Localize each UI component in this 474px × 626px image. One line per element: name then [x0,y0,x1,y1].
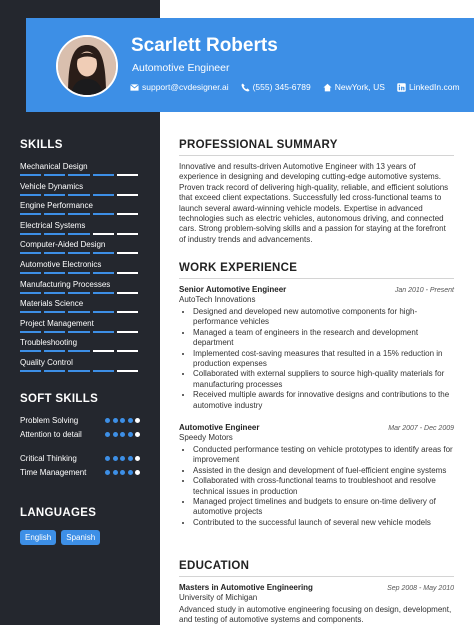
skill-level-segment [93,350,114,352]
job-date: Jan 2010 - Present [394,287,454,294]
contact-row [130,82,460,92]
experience-heading: WORK EXPERIENCE [179,262,298,274]
rating-dot [135,432,140,437]
summary-text: Innovative and results-driven Automotive Engineer with 13 years of experience in designing and developing cutting-edge automotive systems. Proven track record of delivering high-quality, reliable, and efficient solutions that exceed client expectations. Successfully led cross-functional teams to launch several award-winning vehicle models. Expertise in advanced technologies such as electric vehicles, autonomous driving, and connected cars. Strong problem-solving skills and a passion for staying at the forefront of industry trends and advancements. [179,162,449,244]
skill-item [20,182,138,196]
skill-level-segment [20,174,41,176]
skill-level-bar [20,311,138,313]
education-entry [179,583,454,626]
skill-item [20,338,138,352]
rating-dot [113,470,118,475]
skill-item [20,319,138,333]
skill-label: Engine Performance [20,201,93,211]
skill-level-bar [20,292,138,294]
skill-level-segment [44,331,65,333]
skill-level-segment [93,331,114,333]
soft-skill-label: Time Management [20,468,87,477]
skill-level-segment [44,370,65,372]
skill-level-segment [117,213,138,215]
soft-skill-label: Problem Solving [20,416,79,425]
skill-level-segment [117,292,138,294]
rating-dot [128,470,133,475]
skill-level-segment [68,233,89,235]
rating-dot [113,456,118,461]
skill-label: Materials Science [20,299,84,309]
soft-skill-rating [105,456,140,461]
avatar [56,35,118,97]
job-bullet: • Implemented cost-saving measures that resulted in a 15% reduction in production expenses [193,349,454,370]
rating-dot [120,418,125,423]
rating-dot [128,418,133,423]
skill-level-segment [117,174,138,176]
language-badge: English [20,530,56,545]
job-entry [179,285,454,411]
rating-dot [120,470,125,475]
rating-dot [105,470,110,475]
education-heading: EDUCATION [179,560,250,572]
skill-label: Project Management [20,318,94,328]
skill-level-segment [93,370,114,372]
skill-level-segment [93,213,114,215]
soft-skill-item [20,430,140,441]
experience-divider [179,278,454,279]
skill-level-bar [20,194,138,196]
avatar-photo-icon [58,37,116,95]
rating-dot [135,418,140,423]
skill-item [20,280,138,294]
rating-dot [120,432,125,437]
skill-level-segment [93,292,114,294]
skill-level-segment [117,331,138,333]
skill-level-segment [68,311,89,313]
skill-label: Manufacturing Processes [20,279,111,289]
skill-level-segment [20,292,41,294]
summary-heading: PROFESSIONAL SUMMARY [179,139,338,151]
skill-level-segment [93,311,114,313]
job-bullet: • Designed and developed new automotive components for high-performance vehicles [193,307,454,328]
skill-level-segment [44,233,65,235]
skill-level-segment [44,311,65,313]
soft-skill-rating [105,418,140,423]
summary-divider [179,155,454,156]
job-company: Speedy Motors [179,433,233,442]
skill-level-segment [68,213,89,215]
job-bullets [179,445,454,528]
soft-skill-item [20,416,140,427]
skill-level-segment [20,331,41,333]
skill-level-segment [44,350,65,352]
contact-phone[interactable] [241,82,311,92]
job-bullet: • Received multiple awards for innovative designs and contributions to the automotive industry [193,390,454,411]
rating-dot [135,456,140,461]
skill-level-segment [117,350,138,352]
skill-level-bar [20,350,138,352]
skill-item [20,221,138,235]
candidate-title: Automotive Engineer [132,62,230,74]
skill-item [20,299,138,313]
job-entry [179,423,454,528]
skill-level-bar [20,233,138,235]
skill-level-bar [20,252,138,254]
job-bullet: • Managed a team of engineers in the research and development department [193,328,454,349]
skill-level-segment [20,272,41,274]
education-school: University of Michigan [179,593,258,602]
soft-skill-label: Critical Thinking [20,454,77,463]
skill-level-segment [68,272,89,274]
contact-location [323,82,385,92]
education-divider [179,576,454,577]
skill-level-segment [44,252,65,254]
home-icon [323,83,332,92]
skill-level-segment [68,252,89,254]
rating-dot [105,418,110,423]
job-bullet: • Collaborated with cross-functional teams to troubleshoot and resolve technical issues in production [193,476,454,497]
job-bullet: • Managed project timelines and budgets to ensure on-time delivery of automotive projects [193,497,454,518]
skill-level-segment [68,174,89,176]
skill-level-segment [20,213,41,215]
skill-level-segment [20,311,41,313]
skill-level-segment [20,370,41,372]
skill-item [20,260,138,274]
skill-level-segment [93,272,114,274]
contact-linkedin[interactable] [397,82,460,92]
job-title: Automotive Engineer [179,423,260,432]
contact-location-text: NewYork, US [334,82,385,92]
rating-dot [128,456,133,461]
job-date: Mar 2007 - Dec 2009 [388,425,454,432]
education-date: Sep 2008 - May 2010 [387,585,454,592]
soft-skill-item [20,468,140,479]
skill-label: Troubleshooting [20,338,78,348]
skill-level-segment [93,174,114,176]
rating-dot [113,418,118,423]
languages-list [20,530,100,545]
soft-skill-item [20,454,140,465]
skill-level-segment [44,174,65,176]
skill-level-segment [44,213,65,215]
phone-icon [241,83,250,92]
rating-dot [120,456,125,461]
skill-level-segment [68,350,89,352]
skill-level-segment [20,194,41,196]
skill-level-segment [20,233,41,235]
job-bullet: • Contributed to the successful launch of several new vehicle models [193,518,454,528]
soft-skill-rating [105,470,140,475]
rating-dot [128,432,133,437]
skill-label: Computer-Aided Design [20,240,106,250]
skill-level-bar [20,370,138,372]
skill-level-bar [20,331,138,333]
skill-level-segment [117,311,138,313]
skill-level-segment [44,272,65,274]
skill-level-bar [20,272,138,274]
linkedin-icon [397,83,406,92]
skill-level-segment [20,252,41,254]
skill-label: Electrical Systems [20,220,86,230]
skill-level-segment [68,194,89,196]
job-bullet: • Conducted performance testing on vehicle prototypes to identify areas for improvement [193,445,454,466]
skill-level-segment [117,370,138,372]
soft-skill-rating [105,432,140,437]
skill-level-bar [20,213,138,215]
languages-heading: LANGUAGES [20,507,97,519]
job-company: AutoTech Innovations [179,295,256,304]
skill-item [20,358,138,372]
language-badge: Spanish [61,530,100,545]
rating-dot [105,456,110,461]
contact-email[interactable] [130,82,229,92]
skill-item [20,240,138,254]
skill-level-segment [93,252,114,254]
contact-phone-text: (555) 345-6789 [252,82,311,92]
skill-label: Mechanical Design [20,162,88,171]
rating-dot [105,432,110,437]
skill-label: Automotive Electronics [20,260,102,269]
skill-level-segment [68,331,89,333]
skill-item [20,162,138,176]
candidate-name: Scarlett Roberts [131,35,278,56]
job-title: Senior Automotive Engineer [179,285,287,294]
rating-dot [113,432,118,437]
skill-level-segment [117,233,138,235]
skill-level-segment [44,292,65,294]
job-bullets [179,307,454,411]
soft-skills-heading: SOFT SKILLS [20,393,99,405]
job-bullet: • Collaborated with external suppliers to source high-quality materials for manufacturing processes [193,369,454,390]
skill-level-segment [117,252,138,254]
job-bullet: • Assisted in the design and development of fuel-efficient engine systems [193,466,454,476]
skill-level-segment [93,194,114,196]
soft-skill-label: Attention to detail [20,430,82,439]
skill-level-segment [44,194,65,196]
contact-linkedin-text: LinkedIn.com [408,82,460,92]
skill-item [20,201,138,215]
education-description: Advanced study in automotive engineering focusing on design, development, and testing of automotive systems and components. [179,605,452,625]
skill-level-segment [93,233,114,235]
skill-level-segment [20,350,41,352]
envelope-icon [130,83,139,92]
skill-level-segment [117,194,138,196]
skills-heading: SKILLS [20,139,63,151]
skill-level-segment [117,272,138,274]
skill-level-segment [68,370,89,372]
contact-email-text: support@cvdesigner.ai [142,82,229,92]
skill-label: Vehicle Dynamics [20,181,84,191]
rating-dot [135,470,140,475]
skill-level-segment [68,292,89,294]
skill-level-bar [20,174,138,176]
education-degree: Masters in Automotive Engineering [179,583,313,592]
skill-label: Quality Control [20,358,73,367]
